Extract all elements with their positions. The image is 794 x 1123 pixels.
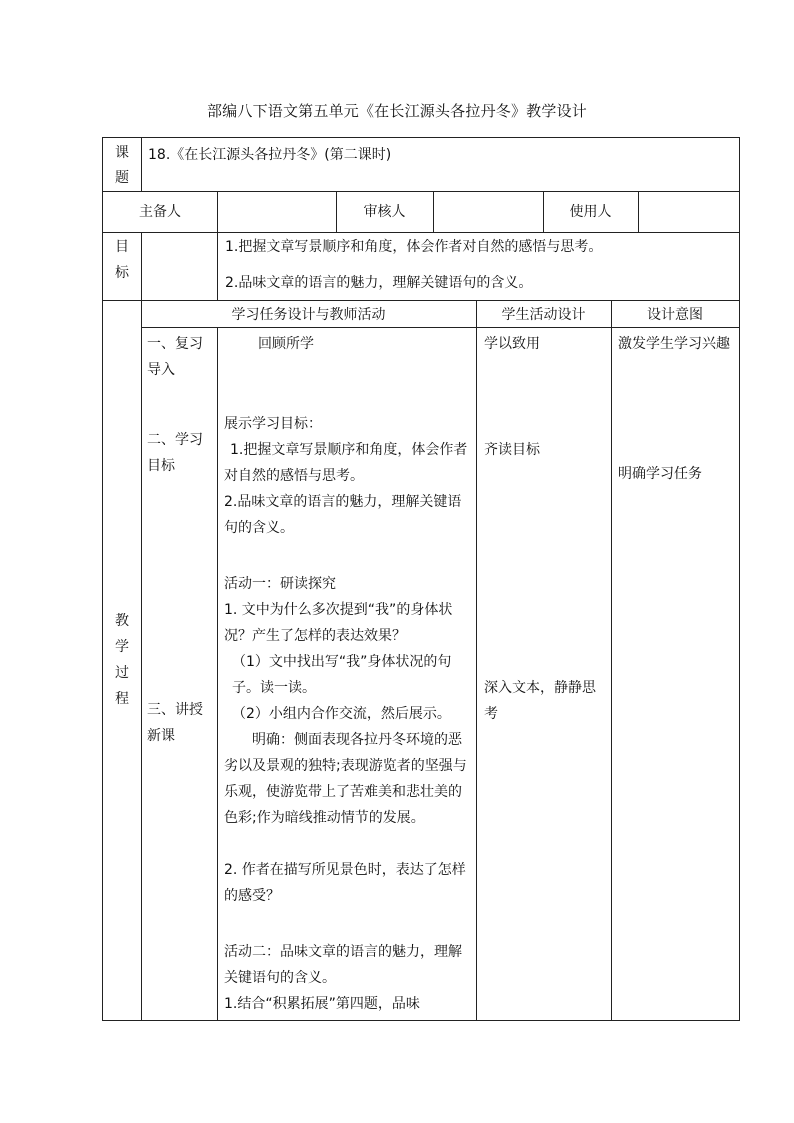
goal-item: 2.品味文章的语言的魅力，理解关键语句的含义。 (225, 275, 533, 291)
document-title: 部编八下语文第五单元《在长江源头各拉丹冬》教学设计 (206, 102, 587, 120)
process-label: 学 (115, 639, 129, 655)
reviewer-label: 审核人 (363, 204, 406, 220)
student-activity: 学以致用 (484, 336, 540, 352)
activity1-step: （1）文中找出写“我”身体状况的句子。读一读。 (232, 654, 452, 696)
activity1-question: 1. 文中为什么多次提到“我”的身体状况？产生了怎样的表达效果？ (224, 602, 453, 644)
teacher-review: 回顾所学 (258, 336, 314, 352)
lesson-label: 课 (115, 145, 129, 161)
stage-label: 一、复习 (147, 336, 203, 352)
col-divider (476, 300, 477, 1020)
col-divider (638, 191, 639, 232)
process-label: 过 (115, 665, 129, 681)
stage-label: 二、学习 (147, 432, 203, 448)
lesson-plan-table (102, 137, 740, 1021)
goal-item: 1.把握文章写景顺序和角度，体会作者对自然的感悟与思考。 (225, 239, 603, 255)
row-divider (103, 232, 739, 233)
col-divider (141, 138, 142, 191)
activity1-step: （2）小组内合作交流，然后展示。 (232, 706, 451, 722)
stage-label: 导入 (147, 362, 175, 378)
col-divider (217, 191, 218, 232)
student-activity: 齐读目标 (484, 442, 540, 458)
lesson-title: 18.《在长江源头各拉丹冬》(第二课时) (148, 147, 392, 163)
design-intent: 激发学生学习兴趣 (618, 336, 730, 352)
col-divider (141, 232, 142, 1020)
col-divider (217, 327, 218, 1020)
goals-label: 目 (115, 239, 129, 255)
header-student: 学生活动设计 (501, 307, 586, 323)
preparer-label: 主备人 (139, 204, 181, 220)
goals-label: 标 (115, 265, 129, 281)
header-design: 学习任务设计与教师活动 (231, 307, 386, 323)
activity2-question: 1.结合“积累拓展”第四题，品味 (224, 996, 420, 1012)
header-intent: 设计意图 (647, 307, 703, 323)
stage-label: 三、讲授 (147, 702, 203, 718)
teacher-goal-item: 2.品味文章的语言的魅力，理解关键语句的含义。 (224, 494, 462, 536)
teacher-goal-item: 1.把握文章写景顺序和角度，体会作者对自然的感悟与思考。 (224, 442, 468, 484)
activity1-title: 活动一：研读探究 (224, 576, 336, 592)
activity1-answer: 明确：侧面表现各拉丹冬环境的恶劣以及景观的独特;表现游览者的坚强与乐观，使游览带上了苦难美和悲壮美的色彩;作为暗线推动情节的发展。 (224, 732, 467, 826)
stage-label: 新课 (147, 728, 175, 744)
design-intent: 明确学习任务 (618, 466, 702, 482)
activity2-title: 活动二：品味文章的语言的魅力，理解关键语句的含义。 (224, 944, 462, 986)
process-label: 程 (115, 691, 129, 707)
teacher-show-goals: 展示学习目标： (224, 416, 322, 432)
col-divider (611, 300, 612, 1020)
lesson-label: 题 (115, 170, 129, 186)
activity1-question: 2. 作者在描写所见景色时，表达了怎样的感受？ (224, 862, 466, 904)
process-label: 教 (115, 613, 129, 629)
row-divider (103, 191, 739, 192)
user-label: 使用人 (569, 204, 612, 220)
col-divider (433, 191, 434, 232)
student-activity: 深入文本，静静思考 (484, 680, 596, 722)
row-divider (103, 300, 739, 301)
col-divider (217, 232, 218, 300)
stage-label: 目标 (147, 458, 175, 474)
